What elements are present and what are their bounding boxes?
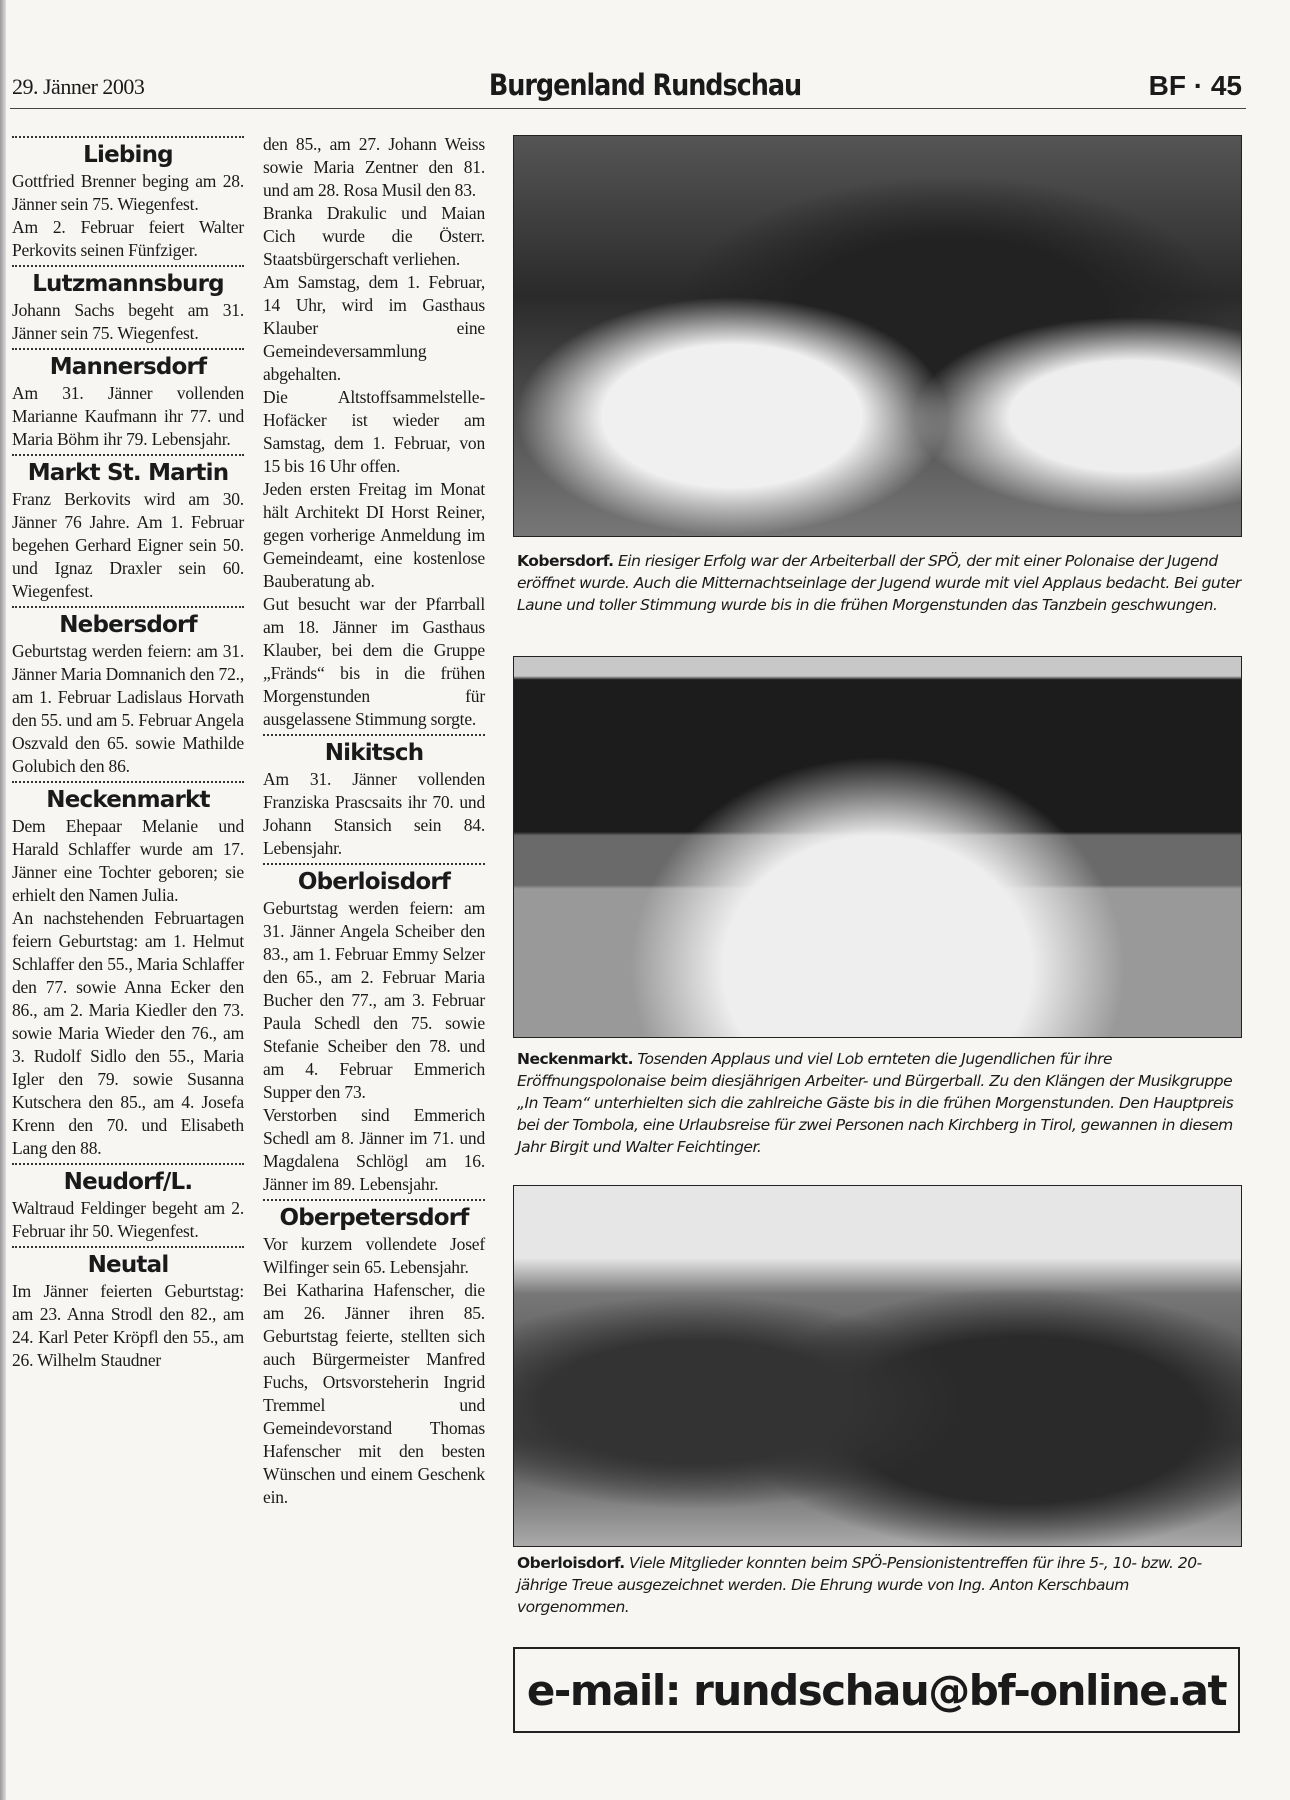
paragraph: Vor kurzem vollendete Josef Wilfinger sein 65. Lebensjahr. (263, 1234, 485, 1277)
paragraph: Gottfried Brenner beging am 28. Jänner sein 75. Wiegenfest. (12, 171, 244, 214)
photo-caption (517, 550, 1243, 616)
separator (12, 348, 244, 350)
separator (12, 454, 244, 456)
separator (12, 781, 244, 783)
issue-date: 29. Jänner 2003 (12, 74, 145, 99)
newspaper-title: Burgenland Rundschau (488, 68, 802, 102)
section-title: Oberloisdorf (297, 869, 451, 895)
section-title: Neudorf/L. (63, 1169, 193, 1195)
separator (263, 863, 485, 865)
section-title: Lutzmannsburg (32, 271, 224, 297)
section-title: Nikitsch (324, 740, 424, 766)
page-number: BF · 45 (1148, 70, 1242, 101)
column-1 (12, 133, 244, 1372)
section-title: Markt St. Martin (27, 460, 229, 486)
caption-text: Ein riesiger Erfolg war der Arbeiterball der SPÖ, der mit einer Polonaise der Jugend eröffnet wurde. Auch die Mitternachtseinlage der Jugend wurde mit viel Applaus bedacht. Bei guter Laune und toller Stimmung wurde bis in die frühen Morgenstunden das Tanzbein geschwungen. (517, 552, 1241, 614)
paragraph: Geburtstag werden feiern: am 31. Jänner Maria Domnanich den 72., am 1. Februar Ladislaus Horvath den 55. und am 5. Februar Angela Oszvald den 65. sowie Mathilde Golubich den 86. (12, 641, 244, 776)
paragraph: Johann Sachs begeht am 31. Jänner sein 75. Wiegenfest. (12, 300, 244, 343)
caption-text: Tosenden Applaus und viel Lob ernteten die Jugendlichen für ihre Eröffnungspolonaise beim diesjährigen Arbeiter- und Bürgerball. Zu den Klängen der Musikgruppe „In Team“ unterhielten sich die zahlreiche Gäste bis in die frühen Morgenstunden. Den Hauptpreis bei der Tombola, eine Urlaubsreise für zwei Personen nach Kirchberg in Tirol, gewannen in diesem Jahr Birgit und Walter Feichtinger. (517, 1050, 1234, 1156)
paragraph: Branka Drakulic und Maian Cich wurde die Österr. Staatsbürgerschaft verliehen. (263, 203, 485, 269)
section-title: Nebersdorf (59, 612, 197, 638)
section-title: Neckenmarkt (46, 787, 210, 813)
separator (263, 734, 485, 736)
paragraph: Am 31. Jänner vollenden Marianne Kaufmann ihr 77. und Maria Böhm ihr 79. Lebensjahr. (12, 383, 244, 449)
separator (12, 1246, 244, 1248)
paragraph: An nachstehenden Februartagen feiern Geburtstag: am 1. Helmut Schlaffer den 55., Maria Schlaffer den 77. sowie Anna Ecker den 86., am 2. Maria Kiedler den 73. sowie Maria Wieder den 76., am 3. Rudolf Sidlo den 55., Maria Igler den 79. sowie Susanna Kutschera den 85., am 4. Josefa Krenn den 70. und Elisabeth Lang den 88. (12, 908, 244, 1158)
photo-caption (517, 1048, 1243, 1158)
header-rule (10, 108, 1246, 109)
paragraph: Franz Berkovits wird am 30. Jänner 76 Jahre. Am 1. Februar begehen Gerhard Eigner sein 50. und Ignaz Draxler sein 60. Wiegenfest. (12, 489, 244, 601)
section-title: Liebing (83, 142, 173, 168)
page-binding-edge (0, 0, 6, 1800)
paragraph: Am 31. Jänner vollenden Franziska Prascsaits ihr 70. und Johann Stansich sein 84. Lebensjahr. (263, 769, 485, 858)
column-2 (263, 133, 485, 1509)
section-title: Neutal (87, 1252, 169, 1278)
photo-kobersdorf-ball (513, 135, 1242, 537)
separator (12, 1163, 244, 1165)
caption-place: Kobersdorf. (517, 552, 614, 570)
paragraph: Dem Ehepaar Melanie und Harald Schlaffer wurde am 17. Jänner eine Tochter geboren; sie erhielt den Namen Julia. (12, 816, 244, 905)
separator (12, 265, 244, 267)
photo-neckenmarkt-ball (513, 656, 1242, 1038)
paragraph: Im Jänner feierten Geburtstag: am 23. Anna Strodl den 82., am 24. Karl Peter Kröpfl den 55., am 26. Wilhelm Staudner (12, 1281, 244, 1370)
paragraph: Am 2. Februar feiert Walter Perkovits seinen Fünfziger. (12, 217, 244, 260)
paragraph: den 85., am 27. Johann Weiss sowie Maria Zentner den 81. und am 28. Rosa Musil den 83. (263, 134, 485, 200)
separator (12, 136, 244, 138)
paragraph: Bei Katharina Hafenscher, die am 26. Jänner ihren 85. Geburtstag feierte, stellten sich auch Bürgermeister Manfred Fuchs, Ortsvorsteherin Ingrid Tremmel und Gemeindevorstand Thomas Hafenscher mit den besten Wünschen und einem Geschenk ein. (263, 1280, 485, 1507)
separator (263, 1199, 485, 1201)
separator (12, 606, 244, 608)
caption-place: Neckenmarkt. (517, 1050, 633, 1068)
section-title: Mannersdorf (49, 354, 207, 380)
paragraph: Gut besucht war der Pfarrball am 18. Jänner im Gasthaus Klauber, bei dem die Gruppe „Fränds“ bis in die frühen Morgenstunden für ausgelassene Stimmung sorgte. (263, 594, 485, 729)
paragraph: Verstorben sind Emmerich Schedl am 8. Jänner im 71. und Magdalena Schlögl am 16. Jänner im 89. Lebensjahr. (263, 1105, 485, 1194)
photo-oberloisdorf-pensioners (513, 1185, 1242, 1547)
email-box: e-mail: rundschau@bf-online.at (513, 1647, 1240, 1733)
caption-place: Oberloisdorf. (517, 1554, 625, 1572)
photo-caption (517, 1552, 1243, 1618)
paragraph: Jeden ersten Freitag im Monat hält Architekt DI Horst Reiner, gegen vorherige Anmeldung im Gemeindeamt, eine kostenlose Bauberatung ab. (263, 479, 485, 591)
paragraph: Die Altstoffsammelstelle-Hofäcker ist wieder am Samstag, dem 1. Februar, von 15 bis 16 Uhr offen. (263, 387, 485, 476)
paragraph: Geburtstag werden feiern: am 31. Jänner Angela Scheiber den 83., am 1. Februar Emmy Selzer den 65., am 2. Februar Maria Bucher den 77., am 3. Februar Paula Schedl den 75. sowie Stefanie Scheiber den 78. und am 4. Februar Emmerich Supper den 73. (263, 898, 485, 1102)
caption-text: Viele Mitglieder konnten beim SPÖ-Pensionistentreffen für ihre 5-, 10- bzw. 20-jährige Treue ausgezeichnet werden. Die Ehrung wurde von Ing. Anton Kerschbaum vorgenommen. (517, 1554, 1202, 1616)
paragraph: Am Samstag, dem 1. Februar, 14 Uhr, wird im Gasthaus Klauber eine Gemeindeversammlung abgehalten. (263, 272, 485, 384)
section-title: Oberpetersdorf (279, 1205, 469, 1231)
paragraph: Waltraud Feldinger begeht am 2. Februar ihr 50. Wiegenfest. (12, 1198, 244, 1241)
